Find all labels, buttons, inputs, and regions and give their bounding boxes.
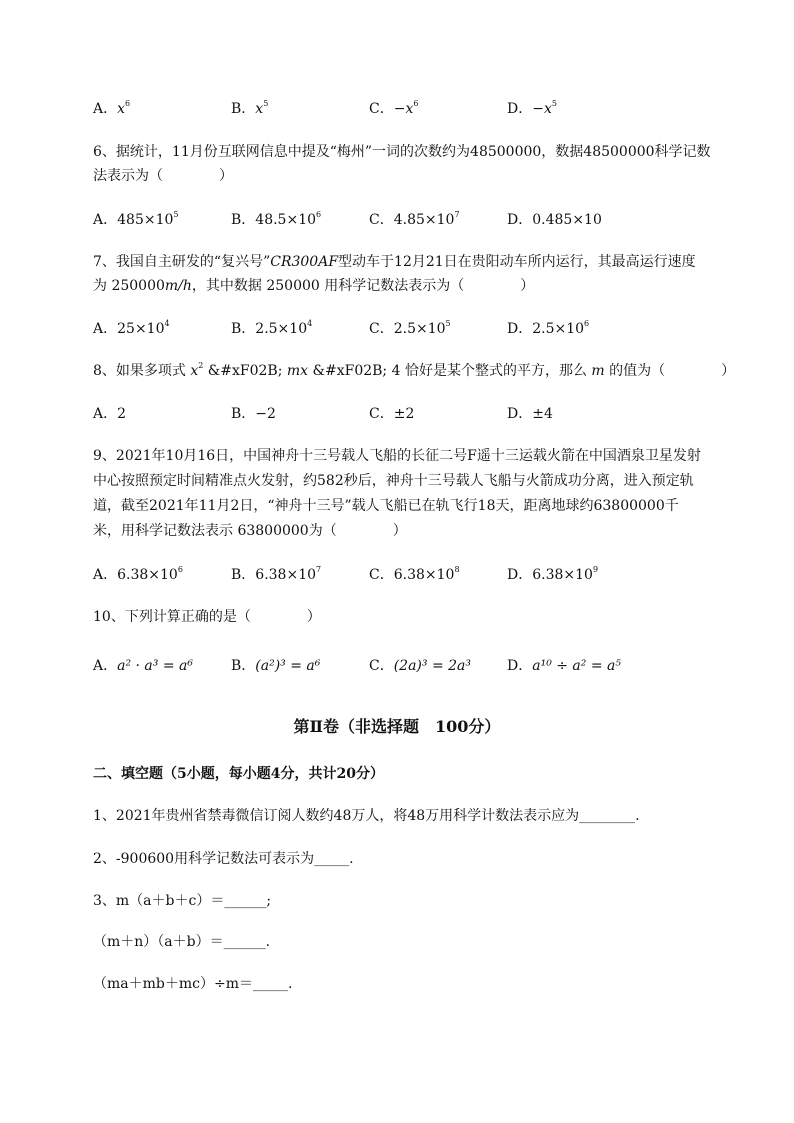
fill-question-3c: （ma＋mb＋mc）÷m＝_____.	[93, 976, 293, 992]
q10-options	[93, 656, 733, 676]
fill-question-2: 2、-900600用科学记数法可表示为_____.	[93, 851, 354, 867]
q9-stem-line2: 中心按照预定时间精准点火发射，约582秒后，神舟十三号载人飞船与火箭成功分离，进入预定轨	[93, 473, 694, 489]
q5-option-b: B．$x^5$	[231, 99, 269, 117]
fill-question-3b: （m＋n）（a＋b）＝______.	[93, 934, 271, 950]
q10-option-c: C．(2a)³ = 2a³	[369, 658, 472, 674]
q8-option-c: C．±2	[369, 406, 415, 422]
q7-options	[93, 319, 733, 339]
q9-stem-line1: 9、2021年10月16日，中国神舟十三号载人飞船的长征二号F遥十三运载火箭在中国酒泉卫星发射	[93, 448, 701, 464]
q10-option-a: A．a² · a³ = a⁶	[93, 658, 193, 674]
q7-stem-line2: 为 250000m/h，其中数据 250000 用科学记数法表示为（ ）	[93, 278, 535, 294]
q9-options	[93, 565, 733, 585]
q10-option-d: D．a¹⁰ ÷ a² = a⁵	[507, 658, 621, 674]
q6-stem-line1: 6、据统计，11月份互联网信息中提及“梅州”一词的次数约为48500000，数据48500000科学记数	[93, 144, 711, 160]
fill-question-3a: 3、m（a＋b＋c）＝______;	[93, 893, 272, 909]
q8-options	[93, 404, 733, 424]
q9-option-c: C．$6.38\times 10^8$	[369, 565, 460, 583]
q7-option-b: B．$2.5\times 10^4$	[231, 319, 313, 337]
q6-option-d: D．0.485×10	[507, 212, 602, 228]
q10-stem: 10、下列计算正确的是（ ）	[93, 609, 321, 625]
q6-options	[93, 210, 733, 230]
fill-question-1: 1、2021年贵州省禁毒微信订阅人数约48万人，将48万用科学计数法表示应为________.	[93, 808, 640, 824]
q10-option-b: B．(a²)³ = a⁶	[231, 658, 321, 674]
q9-stem-line4: 米，用科学记数法表示 63800000为（ ）	[93, 523, 407, 539]
q9-option-b: B．$6.38\times 10^7$	[231, 565, 322, 583]
q7-stem-line1: 7、我国自主研发的“复兴号”CR300AF型动车于12月21日在贵阳动车所内运行，其最高运行速度	[93, 254, 696, 270]
q9-option-d: D．$6.38\times 10^9$	[507, 565, 599, 583]
q6-option-a: A．$485\times 10^5$	[93, 210, 179, 228]
q5-option-c: C．$-x^6$	[369, 99, 419, 117]
q7-option-a: A．$25\times 10^4$	[93, 319, 170, 337]
q8-option-a: A．2	[93, 406, 127, 422]
q5-options	[93, 99, 733, 119]
q9-option-a: A．$6.38\times 10^6$	[93, 565, 183, 583]
q6-stem-line2: 法表示为（ ）	[93, 168, 233, 184]
q6-option-c: C．$4.85\times 10^7$	[369, 210, 460, 228]
section-title: 第Ⅱ卷（非选择题 100分）	[293, 717, 501, 736]
q8-option-b: B．−2	[231, 406, 276, 422]
q7-option-d: D．$2.5\times 10^6$	[507, 319, 590, 337]
q5-option-a: A．$x^6$	[93, 99, 131, 117]
q6-option-b: B．$48.5\times 10^6$	[231, 210, 322, 228]
q8-stem: 8、如果多项式 $x^2$ &#xF02B; mx &#xF02B; 4 恰好是某个整式的平方，那么 m 的值为（ ）	[93, 361, 736, 379]
q5-option-d: D．$-x^5$	[507, 99, 557, 117]
section-heading: 二、填空题（5小题，每小题4分，共计20分）	[93, 766, 384, 782]
q8-option-d: D．±4	[507, 406, 553, 422]
q9-stem-line3: 道，截至2021年11月2日，“神舟十三号”载人飞船已在轨飞行18天，距离地球约63800000千	[93, 498, 679, 514]
q7-option-c: C．$2.5\times 10^5$	[369, 319, 451, 337]
